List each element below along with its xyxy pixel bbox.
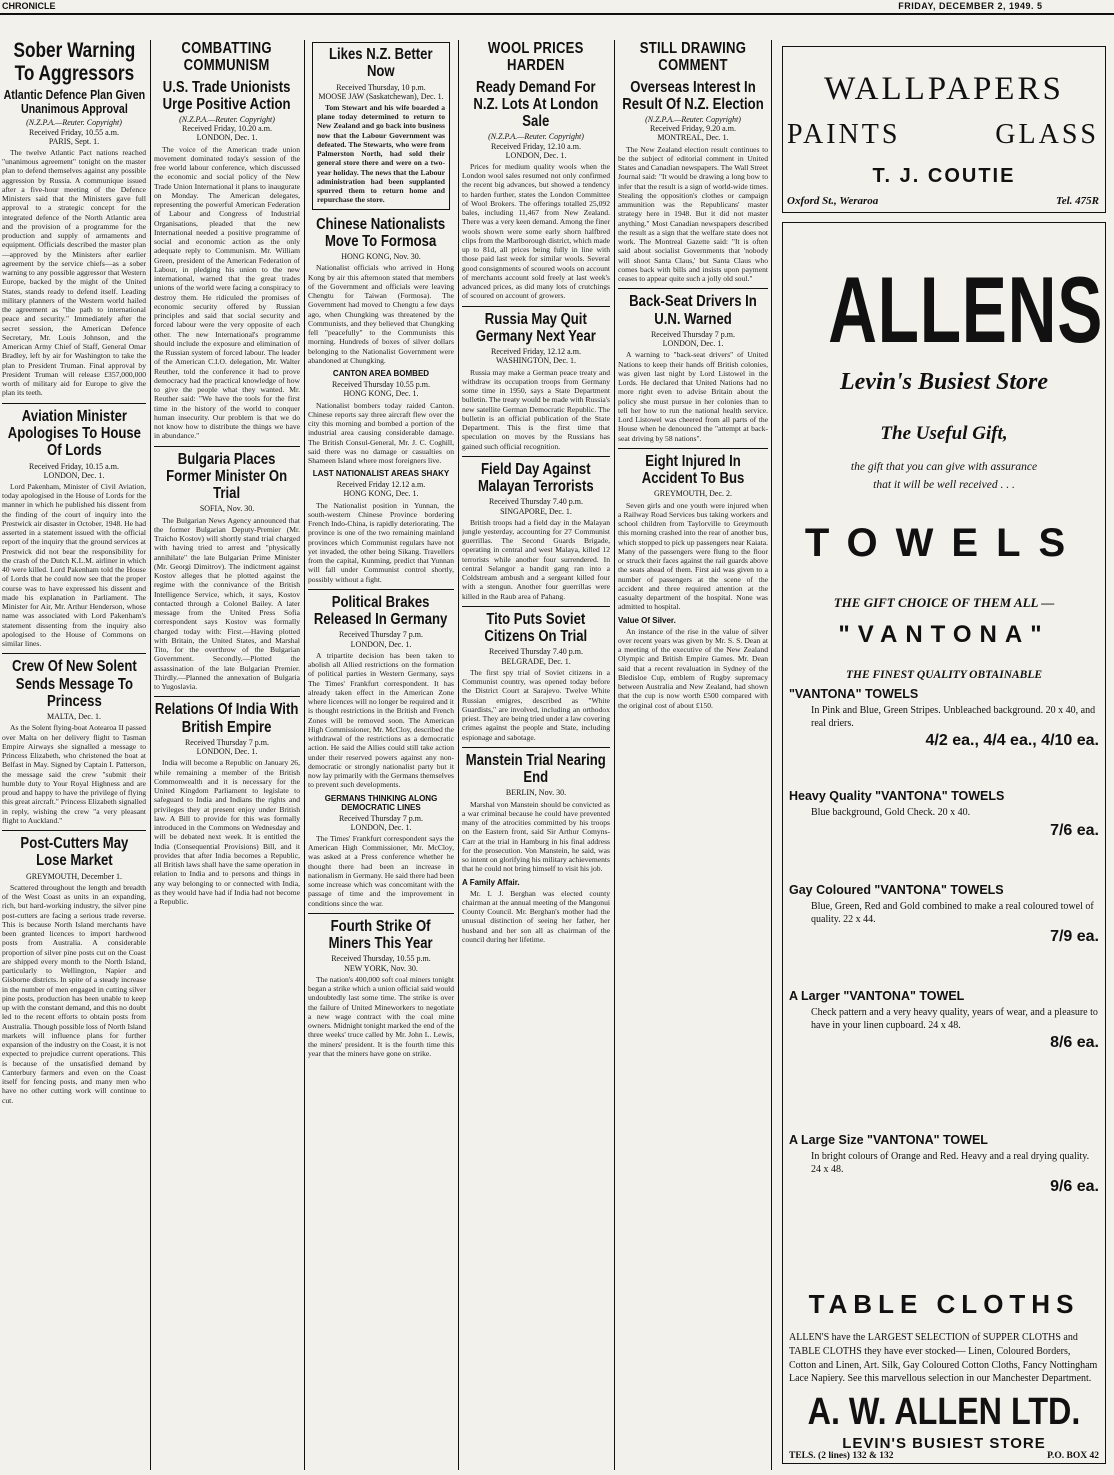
column-rule [150, 40, 151, 1470]
divider [2, 830, 146, 831]
dateline: Received Friday, 12.12 a.m. WASHINGTON, Dec. 1. [491, 347, 581, 366]
article-body: Prices for medium quality wools when the London wool sales resumed not only confirmed the recent big advances, but showed a tendency to harden further, states the London Committee of Wool Brokers. The offerings totalled 25,092 bales, including 11,467 from New Zealand. There was a very keen demand. Among the finer wools shown were some early shorn halfbred clips from the Marlborough district, which made up to 81d, all prices being fully in line with those paid last week for similar wools. Several good consignments of scoured wools on account of merchants account sold freely at last week's advanced prices, as did many lots of crutchings of scoured on account of growers. [462, 161, 610, 301]
column-rule [614, 40, 615, 1470]
divider [618, 448, 768, 449]
subhead: Atlantic Defence Plan Given Unanimous Approval [3, 87, 145, 117]
dateline: Received Thursday 7 p.m. LONDON, Dec. 1. [650, 329, 736, 349]
article-body: Scattered throughout the length and breadth of the West Coast as units in an expanding, rich, but hard-working industry, the silver pine post-cutters are facing a serious trade reverse. This is because North Island merchants have been granted licences to import hardwood posts from Australia. A considerable proportion of silver pine posts cut on the Coast are shipped every month to the North Island, particularly to Wellington, Napier and Gisborne districts. In spite of a steady increase in the number of men engaged in cutting silver pine posts, production has been unable to keep up with the constant demand, and this no doubt led to the recent efforts to obtain posts from Australia. Though possible loss of North Island markets will influence plans for further expansion of the industry on the Coast, it is not expected to prejudice current operations. This is because of the unsatisfied demand by Canterbury farmers and even on the Coast itself for fencing posts, and many men who have no other cutting work will continue to cut. [2, 882, 146, 1105]
dateline: Received Thursday, 10 p.m. MOOSE JAW (Saskatchewan), Dec. 1. [318, 82, 444, 101]
divider [2, 653, 146, 654]
dateline: (N.Z.P.A.—Reuter. Copyright) Received Friday, 9.20 a.m. MONTREAL, Dec. 1. [645, 115, 741, 143]
headline-chinese-nationalists: Chinese Nationalists Move To Formosa [316, 215, 446, 250]
article-body: The Times' Frankfurt correspondent says the American High Commissioner, Mr. McCloy, was asked at a Press conference whether he thought there had been an increase in nationalism in Germany. He said there had been some increase which was concomitant with the passage of time and the improvement in conditions since the war. [308, 833, 454, 908]
ad-address: Oxford St., Weraroa [787, 195, 879, 207]
ad-business-name: T. J. COUTIE [872, 165, 1016, 187]
divider [462, 306, 610, 307]
price: 7/6 ea. [1050, 821, 1099, 839]
table-cloths-heading: TABLE CLOTHS [808, 1289, 1080, 1319]
divider [2, 403, 146, 404]
article-body: A warning to "back-seat drivers" of United Nations to keep their hands off British colonies, was given last night by Lord Listowel in the Lords. He declared that United Nations had no more right even to advise Britain about the policy she must pursue in her colonies than to tell her how to run the national health service. Lord Listowel was cheered from all parts of the House when he denounced the "attempt at back-seat driving by 58 nations". [618, 350, 768, 443]
divider [618, 288, 768, 289]
divider [154, 696, 300, 697]
ad-wallpapers: WALLPAPERS [824, 71, 1064, 107]
dateline: Received Thursday 7 p.m. LONDON, Dec. 1. [338, 630, 424, 649]
ad-glass: GLASS [995, 119, 1099, 150]
headline-wool-prices: WOOL PRICES HARDEN [488, 40, 584, 75]
price: 9/6 ea. [1050, 1178, 1099, 1195]
section-subhead: CANTON AREA BOMBED [332, 369, 430, 379]
vantona-brand: "VANTONA" [838, 621, 1050, 648]
headline-bulgaria: Bulgaria Places Former Minister On Trial [166, 450, 288, 503]
dateline: GREYMOUTH, December 1. [26, 871, 122, 881]
divider [308, 589, 454, 590]
table-cloths-description: ALLEN'S have the LARGEST SELECTION of SUPPER CLOTHS and TABLE CLOTHS they have ever stocked— Linen, Coloured Borders, Cotton and Linen, Art. Silk, Gay Coloured Cotton Cloths, Fancy Nottingham Lace Napiery. See this marvellous selection in our Manchester Department. [789, 1332, 1098, 1385]
dateline: (N.Z.P.A.—Reuter. Copyright) Received Friday, 10.55 a.m. PARIS, Sept. 1. [26, 118, 122, 146]
article-body: Nationalist officials who arrived in Hong Kong by air this afternoon stated that members of the Government and officials were leaving Chengtu for Taiwan (Formosa). The Government had moved to Chengtu a few days ago, when Chungking was threatened by the Communists, and they believed that Chungking fell "peacefully" to the Communists this morning. Hundreds of boxes of silver dollars belonging to the Nationalist Government were abandoned at Chungking. [308, 263, 454, 365]
article-body: The nation's 400,000 soft coal miners tonight began a strike which a union official said would undoubtedly last some time. The strike is over the failure of United Mineworkers to negotiate a new wage contract with the coal mine owners. Midnight tonight marked the end of the three weeks' truce called by Mr. John L. Lewis, the miners' president. It is the fourth time this year that the miners have gone on strike. [308, 974, 454, 1058]
headline-solent-crew: Crew Of New Solent Sends Message To Princess [11, 658, 137, 710]
article-body: Marshal von Manstein should be convicted as a war criminal because he could have prevented many of the atrocities committed by his troops on the Eastern front, said Sir Arthur Comyns-Carr at the trial in Hamburg in his final address for the prosecution. Von Manstein, he said, was so intent on glorifying his military achievements that he could not bring himself to visit his job. [462, 799, 610, 874]
subhead: Overseas Interest In Result Of N.Z. Election [622, 78, 764, 113]
headline-political-brakes: Political Brakes Released In Germany [314, 593, 448, 629]
dateline: GREYMOUTH, Dec. 2. [654, 489, 732, 499]
company-name: A. W. ALLEN LTD. [807, 1391, 1081, 1433]
po-box: P.O. BOX 42 [1047, 1451, 1099, 1461]
coutie-advertisement [782, 46, 1106, 213]
dateline: HONG KONG, Nov. 30. [341, 252, 421, 262]
page-number: 5 [1036, 1, 1042, 11]
dateline: Received Thursday 7.40 p.m. SINGAPORE, Dec. 1. [488, 497, 584, 516]
dateline: (N.Z.P.A.—Reuter. Copyright) Received Friday, 12.10 a.m. LONDON, Dec. 1. [488, 132, 584, 160]
article-body: Lord Pakenham, Minister of Civil Aviation, today apologised in the House of Lords for the manner in which he published his dissent from the finding of the court of inquiry into the Prestwick air disaster in October, 1948. He had asserted in a statement issued with the official report of the inquiry that the ground services at Prestwick did not bear the responsibility for the crash of the Dutch K.L.M. airliner in which 40 were killed. Lord Pakenham told the House of Lords that he could now see that the proper course was to have expressed his dissent and made his explanation in Parliament. The Minister for Air, Mr. Arthur Henderson, whose name was associated with Lord Pakenham's statement dissenting from the inquiry also apologised to the House of Commons on similar lines. [2, 481, 146, 649]
dateline: Received Thursday, 10.55 p.m. NEW YORK, Nov. 30. [331, 954, 431, 973]
article-body: An instance of the rise in the value of silver over recent years was given by Mr. S. S. Dean at a meeting of the executive of the New Zealand Olympic and British Empire Games. Mr. Dean said that a recent revaluation in Sydney of the Bledisloe Cup, emblem of Rugby supremacy between Australia and New Zealand, had shown that the cup is now worth £500 compared with the original cost of about £150. [618, 626, 768, 710]
article-body: Tom Stewart and his wife boarded a plane today determined to return to New Zealand and go back into business now that the Labour Government was defeated. The Stewarts, who were from Palmerston North, had sold their general store there and were on a two-year holiday. The news that the Labour administration had been supplanted spurred them to return home and repurchase the store. [317, 102, 445, 205]
article-body: The twelve Atlantic Pact nations reached "unanimous agreement" tonight on the master plan to defend themselves against any possible aggression by Russia. A communique issued after a five-hour meeting of the Defence Ministers said that the Ministers gave full approval to a strategic concept for the integrated defence of the North Atlantic area and the provision of a programme for the production and supply of armaments and equipment. Officials described the master plan—approved by the Ministers after earlier agreement by the service chiefs—as a sober warning to any possible aggressor that Western Europe, backed by the might of the United States, stands ready to defend itself. Leading military planners of the Western world hailed the agreement as "the path to international peace and security." Immediately after the secret session, the American Defence Secretary, Mr. Louis Johnson, and the American Army Chief of Staff, General Omar Bradley, left by air for Washington to take the plan to President Truman. Final approval by President Truman will release £357,000,000 worth of military aid for Europe to give the plan its teeth. [2, 147, 146, 398]
dateline: MALTA, Dec. 1. [47, 712, 101, 722]
price: 7/9 ea. [1050, 928, 1099, 945]
towel-item: A Larger "VANTONA" TOWEL Check pattern and a very heavy quality, years of wear, and a pleasure to have in your linen cupboard. 24 x 48. 8/6 ea. [789, 989, 1099, 1051]
dateline: Received Thursday 7 p.m. LONDON, Dec. 1. [184, 737, 270, 757]
article-body: The first spy trial of Soviet citizens in a Communist country, was opened today before the District Court at Sarajevo. Twelve White Russian emigres, described as "White Guardists," are involved, including an orthodox priest. They are being tried under a law covering crimes against the people and State, including espionage and sabotage. [462, 667, 610, 742]
masthead-rule [0, 13, 1114, 15]
towel-item: Heavy Quality "VANTONA" TOWELS Blue background, Gold Check. 20 x 40. 7/6 ea. [789, 789, 1099, 839]
section-subhead: Value Of Silver. [618, 615, 676, 625]
dateline: Received Thursday 10.55 p.m. HONG KONG, Dec. 1. [331, 380, 431, 399]
issue-date: FRIDAY, DECEMBER 2, 1949. [898, 1, 1034, 11]
headline-aviation-minister: Aviation Minister Apologises To House Of Lords [7, 407, 141, 460]
headline-likes-nz: Likes N.Z. Better Now [329, 46, 433, 81]
dateline: BERLIN, Nov. 30. [505, 788, 567, 798]
towel-item: A Large Size "VANTONA" TOWEL In bright colours of Orange and Red. Heavy and a real drying quality. 24 x 48. 9/6 ea. [789, 1133, 1099, 1195]
dateline: (N.Z.P.A.—Reuter. Copyright) Received Friday, 10.20 a.m. LONDON, Dec. 1. [179, 115, 275, 143]
towel-item: Gay Coloured "VANTONA" TOWELS Blue, Green, Red and Gold combined to make a real coloured towel of quality. 22 x 44. 7/9 ea. [789, 883, 1099, 945]
section-subhead: LAST NATIONALIST AREAS SHAKY [312, 469, 450, 479]
allens-advertisement [782, 222, 1106, 1464]
price: 8/6 ea. [1050, 1034, 1099, 1051]
paper-name: CHRONICLE [2, 1, 56, 11]
dateline: Received Friday 12.12 a.m. HONG KONG, Dec. 1. [336, 480, 426, 499]
gift-tagline: the gift that you can give with assurance that it will be well received . . . [850, 461, 1038, 491]
divider [154, 446, 300, 447]
price: 4/2 ea., 4/4 ea., 4/10 ea. [925, 732, 1099, 749]
article-body: A tripartite decision has been taken to abolish all Allied restrictions on the formation of political parties in Western Germany, says The Times' Frankfurt correspondent. It has already taken effect in the American Zone where licences will no longer be required and it is thought restrictions in the British and French Zones will be removed soon. The American High Commissioner, Mr. McCloy, described the withdrawal of the restrictions as a democratic action. He said the Allies could still take action under their reserved powers against any non-democratic or strongly nationalist party but it now lay primarily with the Germans themselves to prevent such developments. [308, 650, 454, 790]
article-body: India will become a Republic on January 26, while remaining a member of the British Commonwealth and it is necessary for the United Kingdom Parliament to legislate to safeguard to India and Indians the rights and privileges they at present enjoy under British law. A Bill to provide for this was formally introduced in the Commons on Wednesday and will be debated next week. It is entitled the India (Consequential Provisions) Bill, and it provides that after India becomes a Republic, all British laws shall have the same operation in relation to India and to persons and things in any way belonging to or connected with India, as they would have had if India had not become a Republic. [154, 758, 300, 907]
telephone-lines: TELS. (2 lines) 132 & 132 [789, 1451, 894, 1461]
column-rule [304, 40, 305, 1470]
headline-russia-germany: Russia May Quit Germany Next Year [475, 310, 597, 345]
gift-choice-line: THE GIFT CHOICE OF THEM ALL — [833, 595, 1055, 610]
column-3 [308, 40, 454, 1470]
headline-malayan-terrorists: Field Day Against Malayan Terrorists [478, 460, 594, 496]
column-4 [462, 40, 610, 1470]
headline-bus-accident: Eight Injured In Accident To Bus [641, 452, 745, 488]
divider [462, 456, 610, 457]
column-1 [2, 40, 146, 1470]
section-subhead: GERMANS THINKING ALONG DEMOCRATIC LINES [324, 793, 438, 812]
allens-logo: ALLENS [828, 257, 1104, 362]
article-body: British troops had a field day in the Malayan jungle yesterday, accounting for 27 Communist guerrillas. The Second Guards Brigade, operating in central and west Malaya, killed 12 terrorists while another four surrendered. In central Selangor a bandit gang ran into a Coldstream ambush and a sergeant killed four with a stengun. Another four guerrillas were killed in the Raub area of Pahang. [462, 517, 610, 601]
dateline: Received Thursday 7 p.m. LONDON, Dec. 1. [338, 813, 424, 832]
headline-sober-warning: Sober Warning To Aggressors [13, 40, 135, 85]
section-subhead: A Family Affair. [462, 877, 520, 887]
headline-india: Relations Of India With British Empire [155, 701, 299, 736]
article-body: The Bulgarian News Agency announced that the former Bulgarian Deputy-Premier (Mr. Traicho Kostov) will shortly stand trial charged with having tried to arrest and "physically annihilate" the late Bulgarian Prime Minister (Mr. Georgi Dimitrov). The indictment against Kostov alleges that he plotted against the regime with the connivance of the British Intelligence Service, which, it says, Kostov contacted through a Colonel Bailey. A later message from the United Press Sofia correspondent says Kostov was formally charged today with: First.—Having plotted with Britain, the United States, and Marshal Tito, for the overthrow of the Bulgarian Government. Secondly.—Plotted the assassination of the late Bulgarian Premier. Thirdly.—Planned the annexation of Bulgaria to Yugoslavia. [154, 515, 300, 692]
headline-post-cutters: Post-Cutters May Lose Market [20, 835, 128, 870]
finest-quality-line: THE FINEST QUALITY OBTAINABLE [845, 669, 1043, 681]
towels-heading: TOWELS [804, 521, 1084, 565]
article-body: Mr. I. J. Berghan was elected county chairman at the annual meeting of the Mangonui County Council. Mr. Berghan's mother had the unusual distinction of seeing her father, her husband and her son all as chairman of the council during her lifetime. [462, 888, 610, 944]
divider [462, 747, 610, 748]
store-tagline: LEVIN'S BUSIEST STORE [842, 1435, 1046, 1452]
headline-still-drawing-comment: STILL DRAWING COMMENT [639, 40, 747, 75]
article-body: Seven girls and one youth were injured when a Railway Road Services bus taking workers and school children from Taylorville to Greymouth this morning crashed into the rear of another bus, which stopped to pick up passengers near Kaiata. Many of the passengers were flung to the floor or struck their faces against the rail guards above the seats ahead of them. First aid was given to a number of passengers at the scene of the accident and three required attention at the casualty department of the hospital. None was admitted to hospital. [618, 500, 768, 612]
gift-heading: The Useful Gift, [880, 423, 1008, 444]
masthead [0, 0, 1114, 14]
article-body: Russia may make a German peace treaty and withdraw its occupation troops from Germany some time in 1950, says a State Department bulletin. The treaty would be made with Russia's new satellite German Democratic Republic. The bulletin is an official publication of the State Department. This is the first time that speculation on moves by the Russians has gained such official recognition. [462, 367, 610, 451]
headline-miners-strike: Fourth Strike Of Miners This Year [328, 917, 434, 953]
headline-back-seat-drivers: Back-Seat Drivers In U.N. Warned [629, 293, 757, 328]
subhead: U.S. Trade Unionists Urge Positive Action [163, 78, 291, 113]
ad-telephone: Tel. 475R [1056, 195, 1099, 207]
headline-manstein-trial: Manstein Trial Nearing End [466, 751, 606, 787]
dateline: Received Thursday 7.40 p.m. BELGRADE, Dec. 1. [488, 647, 584, 666]
allens-slogan: Levin's Busiest Store [839, 369, 1049, 395]
column-5 [618, 40, 768, 1470]
article-body: The New Zealand election result continues to be the subject of editorial comment in United States and Canadian newspapers. The Wall Street Journal said: "It would be drawing a long bow to infer that the result is a sign of world-wide times. Stealing the opposition's clothes or campaign ammunition was the Republicans' master strategy here in 1948. But it did not master anything." Most Canadian newspapers described the result as a sign that the welfare state does not work. The Montreal Gazette said: "It is often said about socialist Governments that 'nobody will shoot Santa Claus,' but Santa Claus who comes back with bills and insists upon payment ceases to appear quite such a jolly old soul." [618, 144, 768, 284]
headline-tito-trial: Tito Puts Soviet Citizens On Trial [484, 610, 588, 646]
divider [308, 913, 454, 914]
dateline: Received Friday, 10.15 a.m. LONDON, Dec. 1. [29, 461, 119, 480]
divider [462, 606, 610, 607]
article-body: The voice of the American trade union movement dominated today's session of the free world labour conference, which discussed the economic and social policy of the New Trade Union International it plans to inaugurate on Monday. The American delegates, representing the powerful American Federation of Labour and Congress of Industrial Organisations, pleaded that the new International needed a positive programme of social and economic action as the only adequate reply to Communism. Mr. William Green, president of the American Federation of Labour, in pledging his union to the new international, warned that the great trades unions of the world were facing a conspiracy to destroy them. He ridiculed the promises of economic security offered by Russian principles and said that social security and forced labour were the very opposite of each other. The new International's programme should include the exposure and elimination of the Russian system of forced labour. The leader of the American C.I.O. delegation, Mr. Walter Reuther, told the conference it had to prove democracy had the practical knowledge of how to give the people what they wanted. Mr. Reuther said: "We have the tools for the first time in the history of the world to conquer human insecurity. Our problem is that we do not know how to distribute the things we have in abundance." [154, 144, 300, 441]
towel-item: "VANTONA" TOWELS In Pink and Blue, Green Stripes. Unbleached background. 20 x 40, and real driers. 4/2 ea., 4/4 ea., 4/10 ea. [789, 687, 1099, 749]
article-body: Nationalist bombers today raided Canton. Chinese reports say three aircraft flew over the city this morning and bombed a portion of the industrial area causing considerable damage. The British Consul-General, Mr. J. C. Coghill, said there was no damage or casualties on Shameen Island where most foreigners live. [308, 400, 454, 465]
column-2 [154, 40, 300, 1470]
article-body: The Nationalist position in Yunnan, the south-western Chinese Province bordering French Indo-China, is rapidly deteriorating. The province is one of the two remaining mainland provinces which Communist regulars have not yet invaded, the other being Sikang. Travellers from the capital, Kunming, predict that Yunnan will fall under Communist control shortly, possibly without a fight. [308, 500, 454, 584]
ad-paints: PAINTS [787, 119, 901, 150]
column-rule [458, 40, 459, 1470]
headline-combatting-communism: COMBATTING COMMUNISM [181, 40, 273, 75]
boxed-article [312, 42, 450, 210]
subhead: Ready Demand For N.Z. Lots At London Sale [473, 78, 599, 131]
column-rule [771, 40, 772, 1470]
article-body: As the Solent flying-boat Aotearoa II passed over Malta on her delivery flight to Tasman Empire Airways she signalled a message to Princess Elizabeth, who christened the boat at Belfast in May. Signed by Captain I. Patterson, the message said the crew "submit their humble duty to Your Royal Highness and are proud and happy to have the privilege of flying this great aircraft." Princess Elizabeth signalled in reply, wishing the crew "a very pleasant flight to Auckland." [2, 723, 146, 825]
dateline: SOFIA, Nov. 30. [199, 504, 255, 514]
